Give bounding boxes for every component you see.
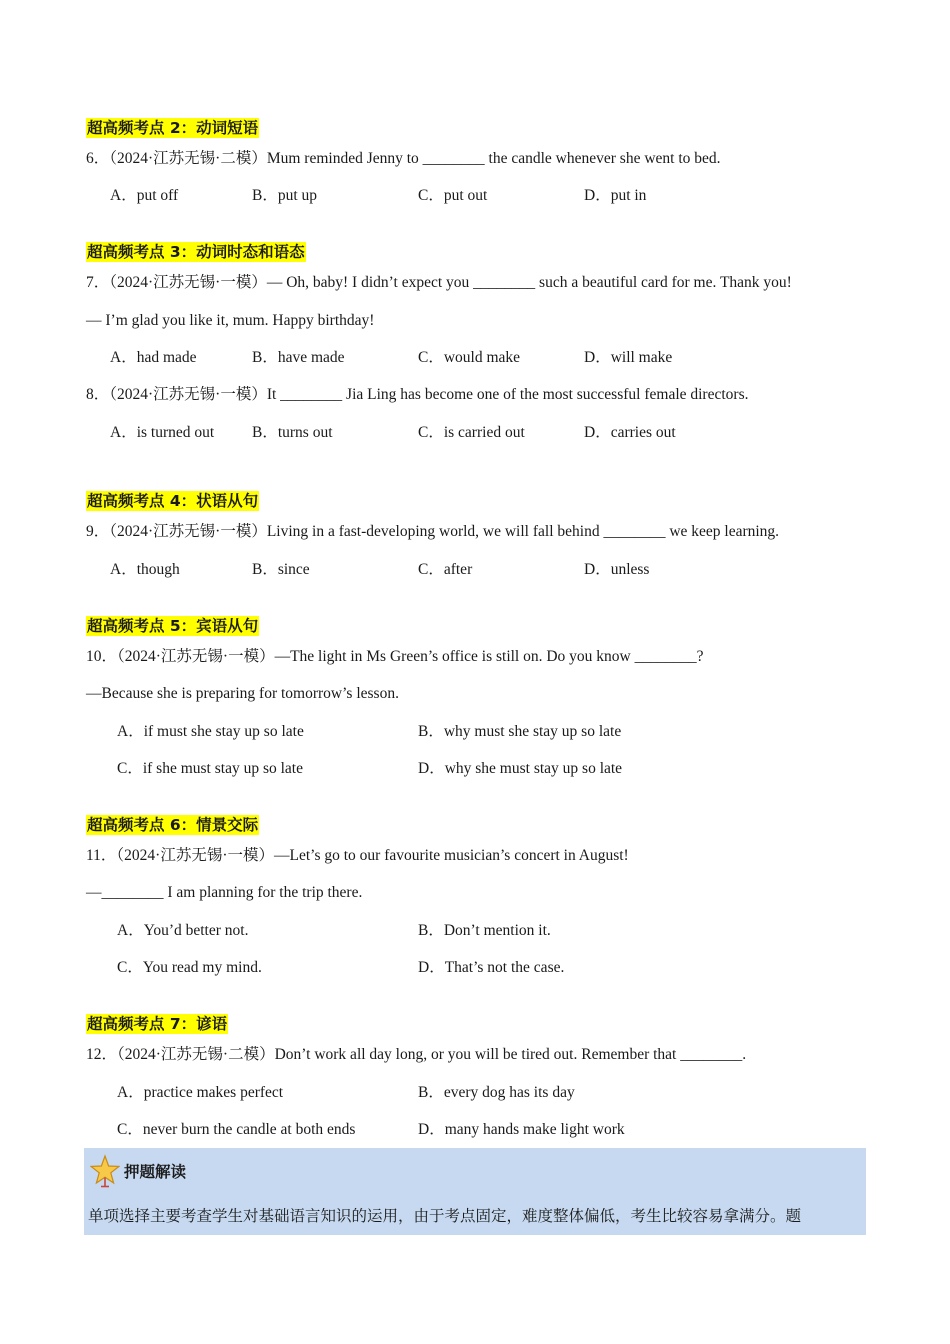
question-12-options-row2 <box>86 1120 866 1140</box>
question-11-options-row2 <box>86 958 866 978</box>
option-b[interactable]: B．turns out <box>252 424 333 441</box>
question-7-stem: 7．（2024·江苏无锡·一模）— Oh, baby! I didn’t expect you ________ such a beautiful card for me. Thank you! <box>86 274 792 291</box>
option-d[interactable]: D．That’s not the case. <box>418 959 565 976</box>
question-11-stem-line2: —________ I am planning for the trip there. <box>86 884 363 901</box>
option-d[interactable]: D．put in <box>584 187 647 204</box>
question-10-options-row1 <box>86 722 866 742</box>
option-b[interactable]: B．Don’t mention it. <box>418 922 551 939</box>
option-b[interactable]: B．put up <box>252 187 318 204</box>
section-title-tense-voice: 超高频考点 3：动词时态和语态 <box>87 243 305 261</box>
option-d[interactable]: D．carries out <box>584 424 676 441</box>
interpretation-box <box>84 1148 866 1235</box>
question-12-options-row1 <box>86 1083 866 1103</box>
interpretation-header <box>90 1154 186 1188</box>
section-title-adverbial-clause: 超高频考点 4：状语从句 <box>87 492 259 510</box>
option-b[interactable]: B．have made <box>252 349 345 366</box>
question-12-stem: 12．（2024·江苏无锡·二模）Don’t work all day long, or you will be tired out. Remember that ________. <box>86 1046 747 1063</box>
question-10-stem-line2: —Because she is preparing for tomorrow’s lesson. <box>86 685 399 702</box>
option-d[interactable]: D．will make <box>584 349 673 366</box>
question-6-stem: 6．（2024·江苏无锡·二模）Mum reminded Jenny to ________ the candle whenever she went to bed. <box>86 150 721 167</box>
option-a[interactable]: A．You’d better not. <box>117 922 249 939</box>
option-a[interactable]: A．practice makes perfect <box>117 1084 284 1101</box>
question-11-stem: 11．（2024·江苏无锡·一模）—Let’s go to our favourite musician’s concert in August! <box>86 847 629 864</box>
section-title-object-clause: 超高频考点 5：宾语从句 <box>87 617 259 635</box>
question-6-options <box>86 186 866 206</box>
option-c[interactable]: C．would make <box>418 349 521 366</box>
star-icon <box>90 1154 120 1188</box>
interpretation-body: 单项选择主要考查学生对基础语言知识的运用，由于考点固定，难度整体偏低，考生比较容易拿满分。题 <box>88 1207 802 1225</box>
option-d[interactable]: D．unless <box>584 561 650 578</box>
option-c[interactable]: C．after <box>418 561 473 578</box>
option-a[interactable]: A．if must she stay up so late <box>117 723 304 740</box>
section-title-proverbs: 超高频考点 7：谚语 <box>87 1015 228 1033</box>
option-c[interactable]: C．never burn the candle at both ends <box>117 1121 356 1138</box>
option-d[interactable]: D．why she must stay up so late <box>418 760 623 777</box>
option-a[interactable]: A．is turned out <box>110 424 215 441</box>
option-c[interactable]: C．is carried out <box>418 424 525 441</box>
option-c[interactable]: C．You read my mind. <box>117 959 262 976</box>
question-9-stem: 9．（2024·江苏无锡·一模）Living in a fast-developing world, we will fall behind ________ we keep learning. <box>86 523 780 540</box>
option-a[interactable]: A．had made <box>110 349 197 366</box>
option-c[interactable]: C．if she must stay up so late <box>117 760 303 777</box>
section-title-situational-dialogue: 超高频考点 6：情景交际 <box>87 816 259 834</box>
question-7-stem-line2: — I’m glad you like it, mum. Happy birthday! <box>86 312 375 329</box>
option-b[interactable]: B．every dog has its day <box>418 1084 575 1101</box>
option-d[interactable]: D．many hands make light work <box>418 1121 625 1138</box>
question-7-options <box>86 348 866 368</box>
option-c[interactable]: C．put out <box>418 187 488 204</box>
question-10-stem: 10．（2024·江苏无锡·一模）—The light in Ms Green’s office is still on. Do you know ________? <box>86 648 704 665</box>
section-title-verb-phrases: 超高频考点 2：动词短语 <box>87 119 259 137</box>
question-11-options-row1 <box>86 921 866 941</box>
question-10-options-row2 <box>86 759 866 779</box>
question-8-stem: 8．（2024·江苏无锡·一模）It ________ Jia Ling has become one of the most successful female directors. <box>86 386 749 403</box>
option-b[interactable]: B．since <box>252 561 310 578</box>
option-a[interactable]: A．put off <box>110 187 179 204</box>
option-b[interactable]: B．why must she stay up so late <box>418 723 622 740</box>
interpretation-title: 押题解读 <box>124 1163 187 1181</box>
option-a[interactable]: A．though <box>110 561 180 578</box>
question-8-options <box>86 423 866 443</box>
question-9-options <box>86 560 866 580</box>
